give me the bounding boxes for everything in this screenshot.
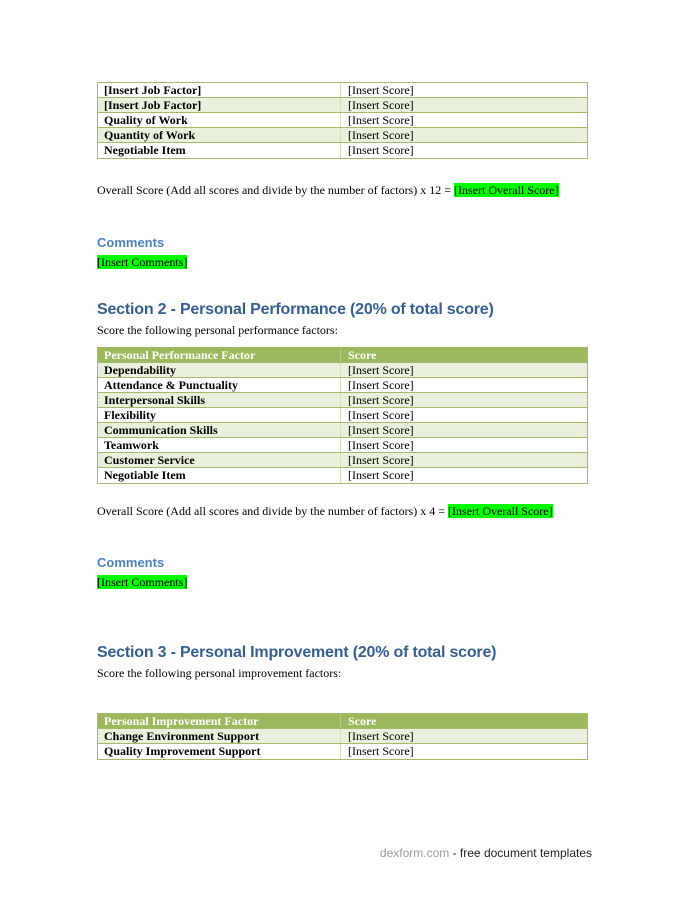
factor-cell: Negotiable Item xyxy=(98,143,341,158)
factor-header-cell: Personal Improvement Factor xyxy=(98,714,341,728)
score-cell: [Insert Score] xyxy=(348,143,414,157)
footer-brand: dexform.com xyxy=(379,846,450,860)
factor-cell: Communication Skills xyxy=(98,423,341,437)
score-cell: [Insert Score] xyxy=(348,437,414,452)
comments-placeholder: [Insert Comments] xyxy=(97,254,188,269)
factor-cell: Quality Improvement Support xyxy=(98,744,341,759)
document-content xyxy=(97,0,588,760)
overall-score-line-section1 xyxy=(97,182,588,199)
table-row xyxy=(98,113,587,128)
comments-placeholder: [Insert Comments] xyxy=(97,575,188,589)
score-cell: [Insert Score] xyxy=(348,113,414,127)
job-factor-table xyxy=(97,82,588,159)
overall-score-line-section2 xyxy=(97,503,588,520)
factor-cell: [Insert Job Factor] xyxy=(98,83,341,97)
table-header-row xyxy=(98,714,587,729)
table-row xyxy=(98,98,587,113)
table-row xyxy=(98,378,587,393)
table-row xyxy=(98,729,587,744)
score-cell: [Insert Score] xyxy=(348,392,414,407)
score-header-cell: Score xyxy=(348,714,377,728)
table-row xyxy=(98,453,587,468)
table-row xyxy=(98,744,587,759)
table-row xyxy=(98,393,587,408)
score-cell: [Insert Score] xyxy=(348,362,414,377)
table-row xyxy=(98,83,587,98)
factor-cell: [Insert Job Factor] xyxy=(98,98,341,112)
footer xyxy=(380,846,592,860)
score-header-cell: Score xyxy=(348,347,377,362)
score-cell: [Insert Score] xyxy=(348,407,414,422)
factor-cell: Interpersonal Skills xyxy=(98,393,341,407)
factor-cell: Quantity of Work xyxy=(98,128,341,142)
personal-improvement-table xyxy=(97,713,588,760)
table-row xyxy=(98,423,587,438)
factor-cell: Teamwork xyxy=(98,438,341,452)
section3-heading: Section 3 - Personal Improvement (20% of total score) xyxy=(97,644,497,661)
factor-header-cell: Personal Performance Factor xyxy=(98,348,341,362)
comments-line-section1 xyxy=(97,254,588,271)
score-cell: [Insert Score] xyxy=(348,98,414,112)
overall-score-placeholder: [Insert Overall Score] xyxy=(448,503,553,518)
score-cell: [Insert Score] xyxy=(348,422,414,437)
score-cell: [Insert Score] xyxy=(348,377,414,392)
score-cell: [Insert Score] xyxy=(348,83,414,97)
table-row xyxy=(98,363,587,378)
score-cell: [Insert Score] xyxy=(348,452,414,467)
factor-cell: Change Environment Support xyxy=(98,729,341,743)
table-row xyxy=(98,468,587,483)
overall-score-placeholder: [Insert Overall Score] xyxy=(454,183,559,197)
factor-cell: Quality of Work xyxy=(98,113,341,127)
score-cell: [Insert Score] xyxy=(348,467,414,482)
comments-line-section2 xyxy=(97,574,588,591)
section3-intro: Score the following personal improvement factors: xyxy=(97,666,342,680)
section2-intro: Score the following personal performance factors: xyxy=(97,322,338,337)
factor-cell: Negotiable Item xyxy=(98,468,341,483)
comments-heading-section1: Comments xyxy=(97,234,165,250)
factor-cell: Flexibility xyxy=(98,408,341,422)
factor-cell: Attendance & Punctuality xyxy=(98,378,341,392)
factor-cell: Customer Service xyxy=(98,453,341,467)
personal-performance-table xyxy=(97,347,588,484)
score-cell: [Insert Score] xyxy=(348,128,414,142)
score-cell: [Insert Score] xyxy=(348,729,414,743)
score-cell: [Insert Score] xyxy=(348,744,414,758)
overall-score-text: Overall Score (Add all scores and divide by the number of factors) x 12 = xyxy=(97,183,454,197)
factor-cell: Dependability xyxy=(98,363,341,377)
table-row xyxy=(98,128,587,143)
table-header-row xyxy=(98,348,587,363)
table-row xyxy=(98,408,587,423)
comments-heading-section2: Comments xyxy=(97,555,165,570)
table-row xyxy=(98,438,587,453)
footer-tagline: - free document templates xyxy=(449,846,592,860)
table-row xyxy=(98,143,587,158)
overall-score-text: Overall Score (Add all scores and divide by the number of factors) x 4 = xyxy=(97,503,448,518)
section2-heading: Section 2 - Personal Performance (20% of total score) xyxy=(97,300,494,318)
